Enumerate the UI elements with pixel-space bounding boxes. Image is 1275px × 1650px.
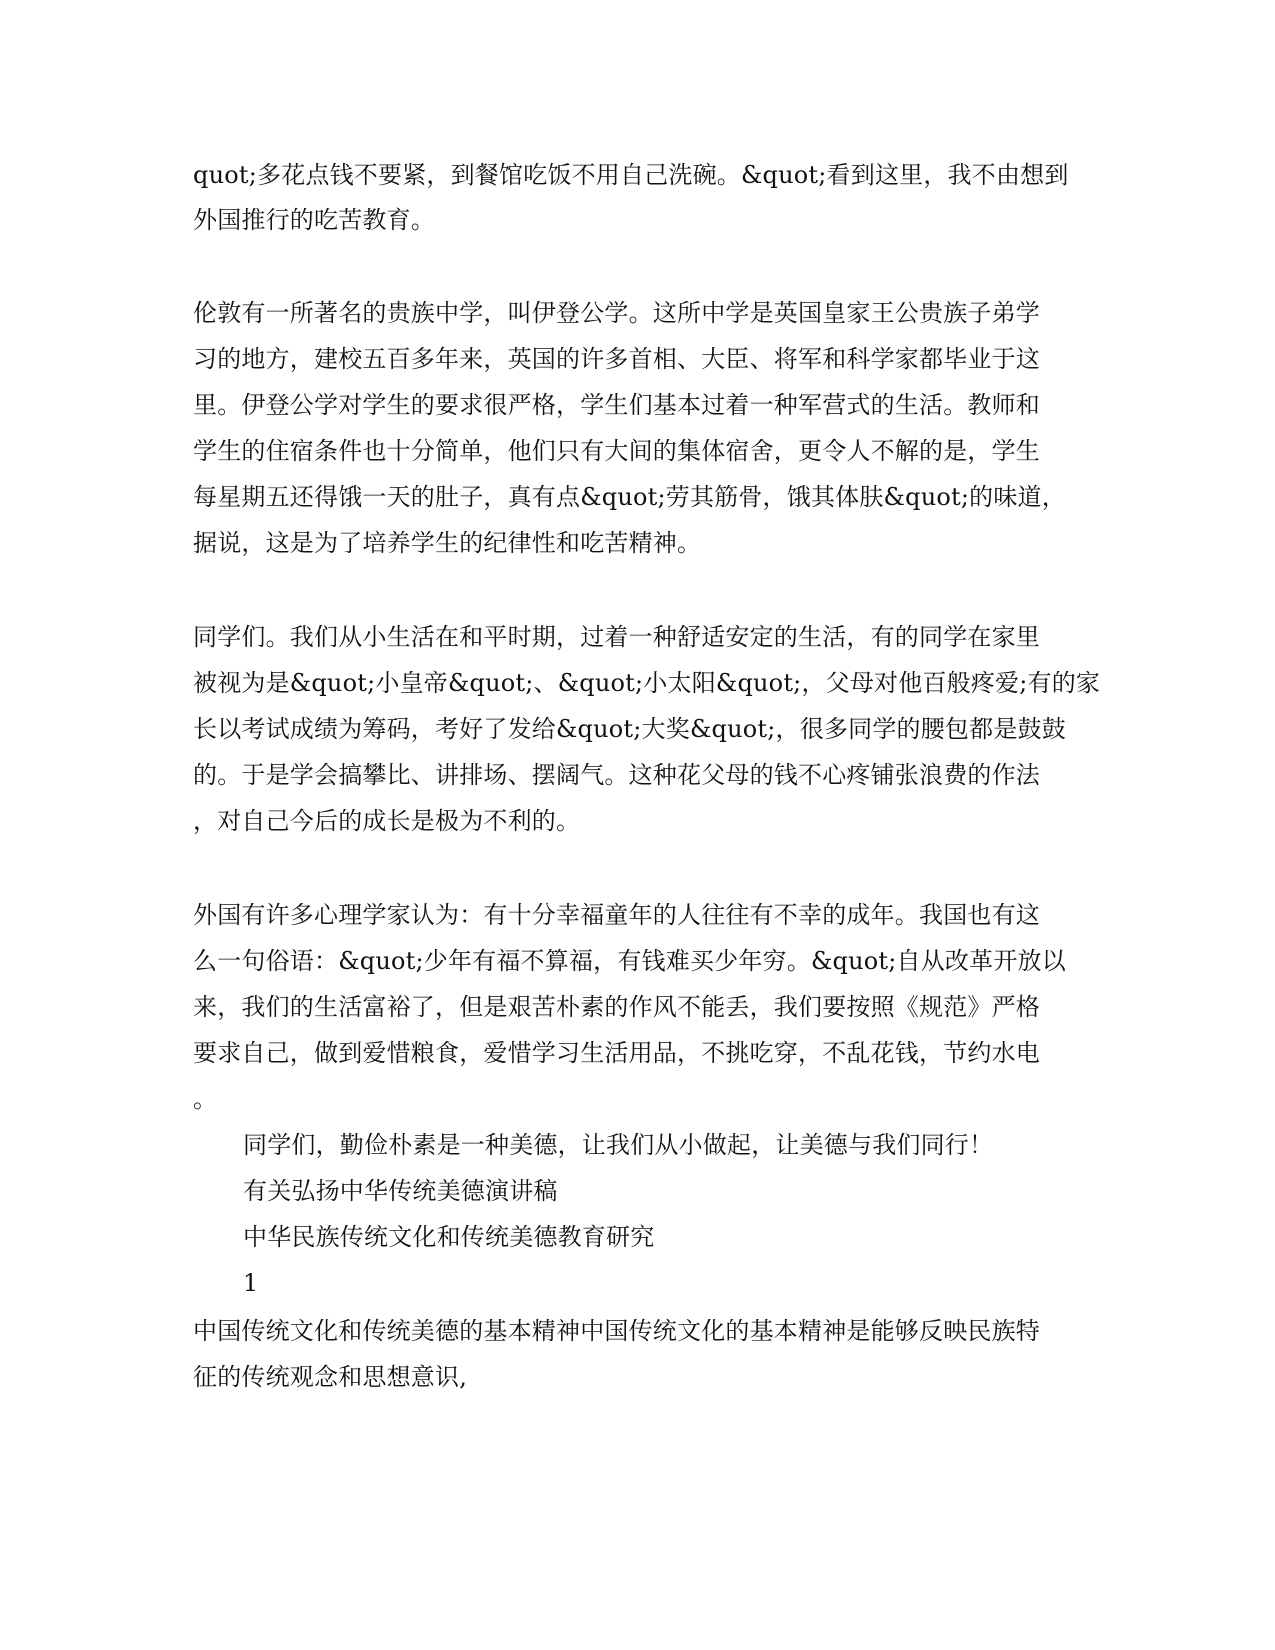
text-line: 学生的住宿条件也十分简单，他们只有大间的集体宿舍，更令人不解的是，学生 (193, 437, 1040, 465)
text-line: 中华民族传统文化和传统美德教育研究 (243, 1223, 655, 1251)
text-line: 么一句俗语：&quot;少年有福不算福，有钱难买少年穷。&quot;自从改革开放以 (193, 947, 1066, 975)
text-line: 被视为是&quot;小皇帝&quot;、&quot;小太阳&quot;，父母对他百般疼爱;有的家 (193, 669, 1101, 697)
text-line: 里。伊登公学对学生的要求很严格，学生们基本过着一种军营式的生活。教师和 (193, 391, 1040, 419)
text-line: 征的传统观念和思想意识, (193, 1363, 468, 1391)
text-line: 外国有许多心理学家认为：有十分幸福童年的人往往有不幸的成年。我国也有这 (193, 901, 1040, 929)
text-line: ，对自己今后的成长是极为不利的。 (193, 807, 581, 835)
text-line: 同学们。我们从小生活在和平时期，过着一种舒适安定的生活，有的同学在家里 (193, 623, 1040, 651)
text-line: 伦敦有一所著名的贵族中学，叫伊登公学。这所中学是英国皇家王公贵族子弟学 (193, 299, 1040, 327)
text-line: 来，我们的生活富裕了，但是艰苦朴素的作风不能丢，我们要按照《规范》严格 (193, 993, 1040, 1021)
text-line: 有关弘扬中华传统美德演讲稿 (243, 1177, 558, 1205)
page-number: 1 (243, 1269, 259, 1297)
text-line: 。 (193, 1085, 218, 1113)
text-line: 习的地方，建校五百多年来，英国的许多首相、大臣、将军和科学家都毕业于这 (193, 345, 1040, 373)
text-line: 外国推行的吃苦教育。 (193, 206, 435, 234)
text-line: 同学们，勤俭朴素是一种美德，让我们从小做起，让美德与我们同行！ (243, 1131, 994, 1159)
text-line: 据说，这是为了培养学生的纪律性和吃苦精神。 (193, 529, 702, 557)
text-line: 中国传统文化和传统美德的基本精神中国传统文化的基本精神是能够反映民族特 (193, 1317, 1040, 1345)
text-line: 每星期五还得饿一天的肚子，真有点&quot;劳其筋骨，饿其体肤&quot;的味道， (193, 483, 1066, 511)
text-line: 长以考试成绩为筹码，考好了发给&quot;大奖&quot;，很多同学的腰包都是鼓鼓 (193, 715, 1066, 743)
text-line: 的。于是学会搞攀比、讲排场、摆阔气。这种花父母的钱不心疼铺张浪费的作法 (193, 761, 1040, 789)
text-line: quot;多花点钱不要紧，到餐馆吃饭不用自己洗碗。&quot;看到这里，我不由想到 (193, 161, 1069, 189)
text-line: 要求自己，做到爱惜粮食，爱惜学习生活用品，不挑吃穿，不乱花钱，节约水电 (193, 1039, 1040, 1067)
